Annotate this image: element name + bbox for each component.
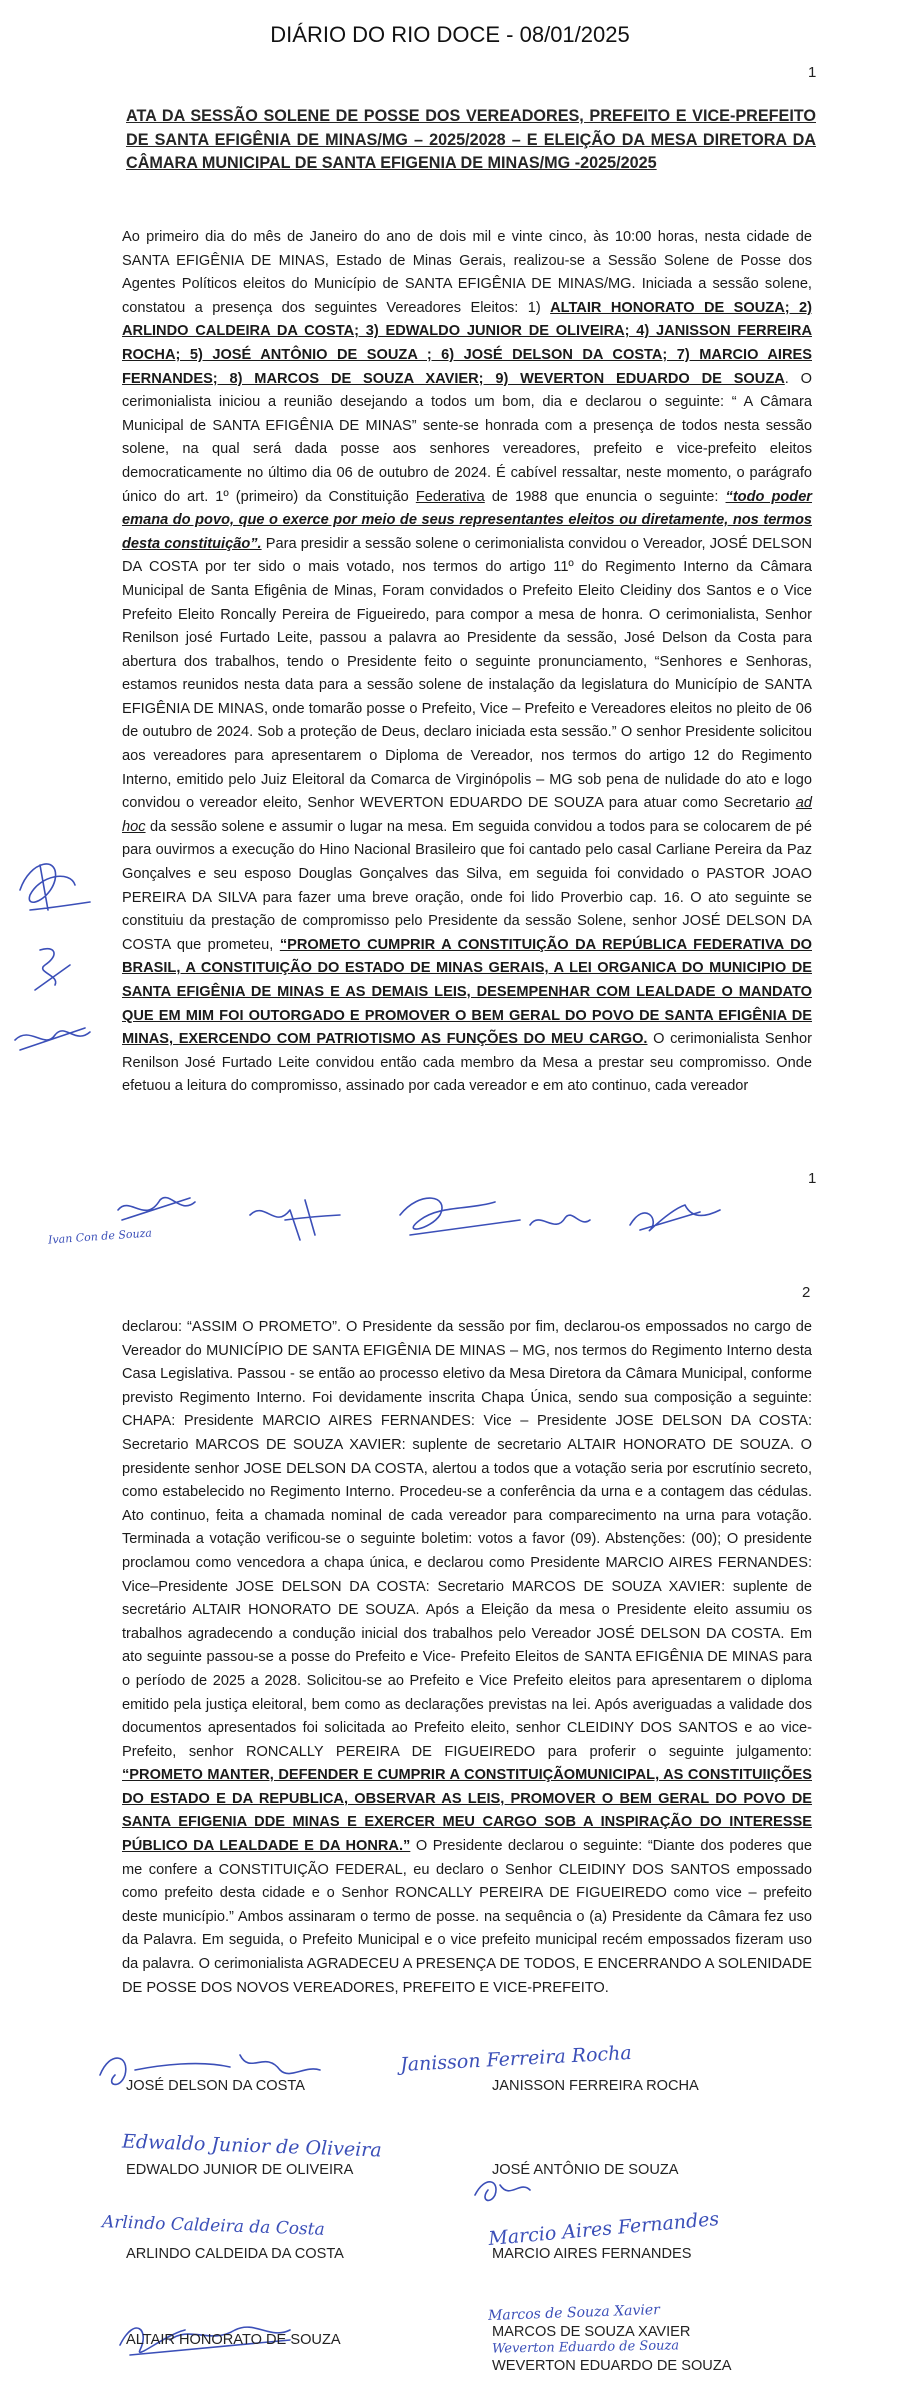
- margin-initials-signatures: [0, 850, 110, 1080]
- p1-opening: . O cerimonialista iniciou a reunião desejando a todos um bom, dia e declarou o seguinte: “ A Câmara Municipal de SANTA EFIGÊNIA DE MINAS” sente-se honrada com a presença de todos nesta sessão solene, na qual será dada posse aos senhores vereadores, prefeito e vice-prefeito eleitos democraticamente no último dia 06 de outubro de 2024. É cabível ressaltar, neste momento, o parágrafo único do art. 1º (primeiro) da Constituição: [122, 370, 813, 505]
- signatory-altair: ALTAIR HONORATO DE SOUZA: [126, 2332, 341, 2348]
- signatory-jose-antonio: JOSÉ ANTÔNIO DE SOUZA: [492, 2162, 679, 2178]
- signatory-weverton: WEVERTON EDUARDO DE SOUZA: [492, 2358, 732, 2374]
- marcio-signature: Marcio Aires Fernandes: [487, 2207, 720, 2251]
- p1-enuncia: de 1988 que enuncia o seguinte:: [491, 488, 719, 505]
- page-2-body: [122, 1316, 812, 2000]
- margin-note-handwriting: Ivan Con de Souza: [47, 1226, 153, 1247]
- p1-ad-hoc: ad hoc: [122, 795, 812, 835]
- p2-closing: O Presidente declarou o seguinte: “Diante dos poderes que me confere a CONSTITUIÇÃO FEDERAL, eu declaro o Senhor CLEIDINY DOS SANTOS empossado como prefeito desta cidade e o Senhor RONCALLY PEREIRA DE FIGUEIREDO como vice – prefeito deste município.” Ambos assinaram o termo de posse. na sequência o (a) Presidente da Câmara fez uso da Palavra. Em seguida, o Prefeito Municipal e o vice prefeito municipal recém empossados fizeram uso da palavra. O cerimonialista AGRADECEU A PRESENÇA DE TODOS, E ENCERRANDO A SOLENIDADE DE POSSE DOS NOVOS VEREADORES, PREFEITO E VICE-PREFEITO.: [122, 1838, 812, 1996]
- arlindo-signature: Arlindo Caldeira da Costa: [101, 2212, 326, 2240]
- janisson-signature: Janisson Ferreira Rocha: [399, 2041, 633, 2077]
- p1-intro: Ao primeiro dia do mês de Janeiro do ano de dois mil e vinte cinco, às 10:00 horas, nesta cidade de SANTA EFIGÊNIA DE MINAS, Estado de Minas Gerais, realizou-se a Sessão Solene de Posse dos Agentes Políticos eleitos do Município de SANTA EFIGÊNIA DE MINAS/MG. Iniciada a sessão solene, constatou a presença dos seguintes Vereadores Eleitos: 1): [122, 229, 812, 316]
- p2-oath-text: “PROMETO MANTER, DEFENDER E CUMPRIR A CONSTITUIÇÃOMUNICIPAL, AS CONSTITUIIÇÕES DO ESTADO E DA REPUBLICA, OBSERVAR AS LEIS, PROMOVER O BEM GERAL DO POVO DE SANTA EFIGENIA DDE MINAS E EXERCER MEU CARGO SOB A INSPIRAÇÃO DO INTERESSE PÚBLICO DA LEALDADE E DA HONRA.”: [122, 1767, 812, 1855]
- signatory-jose-delson: JOSÉ DELSON DA COSTA: [126, 2078, 305, 2094]
- page-number-bottom-1: 1: [808, 1170, 817, 1187]
- p1-hino-oracao: da sessão solene e assumir o lugar na mesa. Em seguida convidou a todos para se colocarem de pé para ouvirmos a execução do Hino Nacional Brasileiro que foi cantado pelo casal Carliane Pereira da Paz Gonçalves e seu esposo Douglas Gonçalves das Silva, em seguida foi convidado o PASTOR JOAO PEREIRA DA SILVA para fazer uma breve oração, onde foi lido Proverbio cap. 16. O ato seguinte se constituiu da prestação de compromisso pelo Presidente da sessão Solene, senhor JOSÉ DELSON DA COSTA que prometeu,: [122, 818, 812, 953]
- document-title: ATA DA SESSÃO SOLENE DE POSSE DOS VEREADORES, PREFEITO E VICE-PREFEITO DE SANTA EFIGÊNIA DE MINAS/MG – 2025/2028 – E ELEIÇÃO DA MESA DIRETORA DA CÂMARA MUNICIPAL DE SANTA EFIGENIA DE MINAS/MG -2025/2025: [126, 107, 816, 172]
- signatory-edwaldo: EDWALDO JUNIOR DE OLIVEIRA: [126, 2162, 354, 2178]
- p1-session-proceedings: Para presidir a sessão solene o cerimonialista convidou o Vereador, JOSÉ DELSON DA COSTA por ter sido o mais votado, nos termos do artigo 11º do Regimento Interno da Câmara Municipal de Santa Efigênia de Minas, Foram convidados o Prefeito Eleito Cleidiny dos Santos e o Vice Prefeito Eleito Roncally Pereira de Figueiredo, para compor a mesa de honra. O cerimonialista, Senhor Renilson josé Furtado Leite, passou a palavra ao Presidente da sessão, José Delson da Costa para abertura dos trabalhos, tendo o Presidente feito o seguinte pronunciamento, “Senhores e Senhoras, estamos reunidos nesta data para a sessão solene de instalação da legislatura do Município de SANTA EFIGÊNIA DE MINAS, onde tomarão posse o Prefeito, Vice – Prefeito e Vereadores eleitos no pleito de 06 de outubro de 2024. Sob a proteção de Deus, declaro iniciada esta sessão.” O senhor Presidente solicitou aos vereadores para apresentarem o Diploma de Vereador, nos termos do artigo 12 do Regimento Interno, emitido pelo Juiz Eleitoral da Comarca de Virginópolis – MG sob pena de nulidade do ato e logo convidou o vereador eleito, Senhor WEVERTON EDUARDO DE SOUZA para atuar como Secretario: [122, 535, 813, 812]
- marcos-signature: Marcos de Souza Xavier: [487, 2302, 661, 2324]
- signatory-janisson: JANISSON FERREIRA ROCHA: [492, 2078, 699, 2094]
- p1-vereadores-list: ALTAIR HONORATO DE SOUZA; 2) ARLINDO CALDEIRA DA COSTA; 3) EDWALDO JUNIOR DE OLIVEIRA; 4) JANISSON FERREIRA ROCHA; 5) JOSÉ ANTÔNIO DE SOUZA ; 6) JOSÉ DELSON DA COSTA; 7) MARCIO AIRES FERNANDES; 8) MARCOS DE SOUZA XAVIER; 9) WEVERTON EDUARDO DE SOUZA: [122, 299, 812, 387]
- p1-federativa: Federativa: [415, 488, 485, 505]
- p1-oath-text: “PROMETO CUMPRIR A CONSTITUIÇÃO DA REPÚBLICA FEDERATIVA DO BRASIL, A CONSTITUIÇÃO DO ESTADO DE MINAS GERAIS, A LEI ORGANICA DO MUNICIPIO DE SANTA EFIGÊNIA DE MINAS E AS DEMAIS LEIS, DESEMPENHAR COM LEALDADE O MANDATO QUE EM MIM FOI OUTORGADO E PROMOVER O BEM GERAL DO POVO DE SANTA EFIGÊNIA DE MINAS, EXERCENDO COM PATRIOTISMO AS FUNÇÕES DO MEU CARGO.: [122, 936, 812, 1048]
- page-1-bottom-signatures: [100, 1180, 780, 1270]
- page-number-top-2: 2: [802, 1284, 811, 1301]
- p1-closing: O cerimonialista Senhor Renilson José Furtado Leite convidou então cada membro da Mesa a prestar seu compromisso. Onde efetuou a leitura do compromisso, assinado por cada vereador e em ato continuo, cada vereador: [122, 1031, 812, 1095]
- edwaldo-signature: Edwaldo Junior de Oliveira: [121, 2130, 383, 2162]
- signatory-marcio: MARCIO AIRES FERNANDES: [492, 2246, 692, 2262]
- page-number-top-1: 1: [808, 64, 817, 81]
- signatory-marcos: MARCOS DE SOUZA XAVIER: [492, 2324, 691, 2340]
- newspaper-header: DIÁRIO DO RIO DOCE - 08/01/2025: [270, 22, 630, 47]
- weverton-signature: Weverton Eduardo de Souza: [491, 2338, 680, 2357]
- signatory-arlindo: ARLINDO CALDEIDA DA COSTA: [126, 2246, 344, 2262]
- p1-constitution-quote: “todo poder emana do povo, que o exerce por meio de seus representantes eleitos ou diretamente, nos termos desta constituição”.: [122, 488, 812, 552]
- p2-proceedings: declarou: “ASSIM O PROMETO”. O Presidente da sessão por fim, declarou-os empossados no cargo de Vereador do MUNICÍPIO DE SANTA EFIGÊNIA DE MINAS – MG, nos termos do Regimento Interno desta Casa Legislativa. Passou - se então ao processo eletivo da Mesa Diretora da Câmara Municipal, conforme previsto Regimento Interno. Foi devidamente inscrita Chapa Única, sendo sua composição a seguinte: CHAPA: Presidente MARCIO AIRES FERNANDES: Vice – Presidente JOSE DELSON DA COSTA: Secretario MARCOS DE SOUZA XAVIER: suplente de secretario ALTAIR HONORATO DE SOUZA. O presidente senhor JOSE DELSON DA COSTA, alertou a todos que a votação seria por escrutínio secreto, como estabelecido no Regimento Interno. Procedeu-se a conferência da urna e a contagem das cédulas. Ato continuo, feita a chamada nominal de cada vereador para comparecimento na urna para votação. Terminada a votação verificou-se o seguinte boletim: votos a favor (09). Abstenções: (00); O presidente proclamou como vencedora a chapa única, e declarou como Presidente MARCIO AIRES FERNANDES: Vice–Presidente JOSE DELSON DA COSTA: Secretario MARCOS DE SOUZA XAVIER: suplente de secretário ALTAIR HONORATO DE SOUZA. Após a Eleição da mesa o Presidente eleito assumiu os trabalhos agradecendo a condução inicial dos trabalhos pelo Vereador JOSÉ DELSON DA COSTA. Em ato seguinte passou-se a posse do Prefeito e Vice- Prefeito Eleitos de SANTA EFIGÊNIA DE MINAS para o período de 2025 a 2028. Solicitou-se ao Prefeito e Vice Prefeito eleitos para apresentarem o diploma emitido pela justiça eleitoral, bem como as declarações previstas na lei. Após averiguadas a validade dos documentos apresentados foi solicitada ao Prefeito eleito, senhor CLEIDINY DOS SANTOS e ao vice- Prefeito, senhor RONCALLY PEREIRA DE FIGUEIREDO para proferir o seguinte julgamento:: [122, 1319, 812, 1760]
- page-1-body: [122, 226, 812, 1099]
